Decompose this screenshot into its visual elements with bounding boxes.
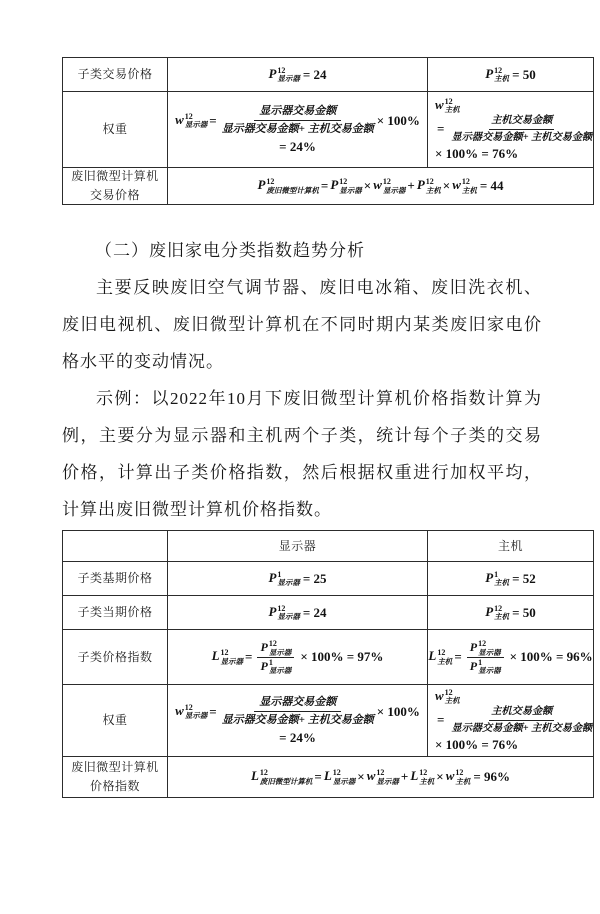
fraction-denominator: 显示器交易金额+ 主机交易金额: [451, 722, 593, 734]
var-letter: L: [250, 768, 259, 784]
var-subscript: 主机: [494, 612, 510, 622]
var-superscript: 12: [425, 177, 434, 187]
math-var-P12-computer: [257, 177, 318, 194]
var-superscript: 1: [277, 569, 282, 579]
current-price-row-label: 子类当期价格: [63, 596, 168, 630]
var-subscript: 显示器: [268, 666, 292, 676]
base-price-host-value: = 52: [512, 570, 536, 586]
var-letter: L: [410, 768, 419, 784]
section-heading: （二）废旧家电分类指数趋势分析: [95, 241, 365, 260]
display-weight-cell: [168, 685, 428, 757]
paragraph-overview: 主要反映废旧空气调节器、废旧电冰箱、废旧洗衣机、废旧电视机、废旧微型计算机在不同时期内某类废旧家电价格水平的变动情况。: [62, 278, 542, 371]
math-var-P1-display: [260, 657, 292, 676]
var-letter: L: [428, 648, 437, 664]
var-superscript: 12: [220, 648, 229, 658]
computer-trade-price-result: = 44: [479, 178, 504, 193]
equals-sign: =: [454, 649, 462, 664]
math-var-L12-host: [410, 768, 434, 785]
var-superscript: 12: [382, 177, 391, 187]
equals-sign: =: [314, 769, 322, 784]
var-supsub: [277, 605, 300, 621]
math-var-w12-host: [446, 768, 471, 785]
var-subscript: 主机: [444, 695, 460, 705]
fraction-numerator: 显示器交易金额: [254, 695, 341, 712]
host-weight-var-line: [435, 688, 460, 705]
var-subscript: 显示器: [184, 711, 208, 721]
fraction-denominator: [467, 658, 504, 675]
var-superscript: 1: [478, 657, 483, 667]
var-subscript: 主机: [444, 104, 460, 114]
index-fraction: [467, 639, 504, 675]
var-supsub: [277, 67, 300, 83]
var-superscript: 12: [494, 603, 503, 613]
sub-index-display-result: × 100% = 97%: [300, 649, 384, 664]
math-var-P1-display: [469, 657, 501, 676]
host-weight-fraction-line: [435, 114, 593, 145]
trade-price-display-value: = 24: [302, 66, 327, 82]
header-empty-cell: [63, 531, 168, 562]
var-letter: P: [260, 640, 268, 655]
plus-sign: +: [407, 178, 415, 193]
weight-fraction: [222, 104, 374, 137]
weight-fraction: [449, 705, 593, 736]
var-supsub: [478, 640, 501, 656]
header-host-cell: 主机: [428, 531, 593, 562]
var-supsub: [260, 769, 313, 785]
times-sign: ×: [436, 769, 444, 784]
var-superscript: 12: [444, 687, 453, 697]
var-superscript: 12: [277, 603, 286, 613]
var-superscript: 12: [184, 702, 193, 712]
var-supsub: [185, 704, 208, 720]
plus-sign: +: [400, 769, 409, 784]
weight-result: = 24%: [279, 729, 316, 745]
price-index-table: [62, 530, 594, 798]
var-subscript: 显示器: [332, 776, 356, 786]
weight-row-label: 权重: [63, 92, 168, 168]
var-subscript: 显示器: [376, 776, 399, 786]
base-price-display-value: = 25: [302, 570, 327, 586]
var-subscript: 显示器: [277, 578, 300, 588]
weight-fraction: [449, 114, 593, 145]
var-subscript: 主机: [425, 185, 441, 195]
fraction-numerator: [257, 639, 294, 657]
math-var-L12-computer: [251, 768, 312, 785]
math-var-L12-display: [324, 768, 355, 785]
var-supsub: [383, 178, 406, 194]
var-letter: P: [268, 65, 277, 81]
var-superscript: 12: [419, 768, 428, 778]
var-letter: w: [366, 768, 376, 784]
var-letter: P: [268, 603, 277, 619]
var-superscript: 12: [437, 648, 446, 658]
var-letter: w: [175, 111, 184, 127]
var-superscript: 12: [494, 65, 503, 75]
var-subscript: 显示器: [220, 656, 244, 666]
times-sign: ×: [442, 178, 451, 193]
var-subscript: 废旧微型计算机: [259, 776, 313, 786]
var-subscript: 显示器: [184, 120, 208, 130]
var-letter: P: [416, 177, 425, 193]
fraction-numerator: 显示器交易金额: [254, 104, 341, 121]
computer-index-result: = 96%: [473, 769, 511, 784]
var-supsub: [333, 769, 356, 785]
host-weight-cell: [428, 685, 593, 757]
var-letter: w: [175, 702, 184, 718]
weight-result: = 24%: [279, 138, 316, 154]
equals-sign: =: [209, 703, 217, 719]
display-sub-index-cell: [168, 630, 428, 685]
weight-row-label: 权重: [63, 685, 168, 757]
host-current-price-cell: [428, 596, 593, 630]
math-var-w12-display: [175, 703, 207, 720]
var-subscript: 显示器: [478, 647, 501, 657]
var-letter: w: [435, 96, 444, 112]
equals-sign: =: [245, 649, 253, 664]
var-subscript: 主机: [461, 185, 477, 195]
math-var-P12-display: [260, 639, 292, 657]
fraction-numerator: 主机交易金额: [489, 114, 554, 130]
equals-sign: =: [437, 712, 445, 728]
var-superscript: 12: [339, 177, 348, 187]
fraction-denominator: 显示器交易金额+ 主机交易金额: [221, 123, 374, 135]
var-superscript: 12: [259, 768, 268, 778]
var-letter: P: [485, 569, 494, 585]
math-var-P12-display: [268, 604, 299, 621]
var-letter: P: [268, 569, 277, 585]
var-supsub: [185, 113, 208, 129]
host-weight-cell: [428, 92, 593, 168]
var-supsub: [426, 178, 441, 194]
var-superscript: 12: [376, 768, 385, 778]
var-supsub: [277, 571, 300, 587]
math-var-L12-display: [212, 648, 243, 665]
math-var-w12-host: [435, 688, 460, 705]
math-var-w12-display: [373, 177, 405, 194]
sub-index-row-label: 子类价格指数: [63, 630, 168, 685]
var-letter: w: [445, 768, 455, 784]
weight-fraction: [222, 695, 374, 728]
var-supsub: [462, 178, 477, 194]
host-weight-var-line: [435, 97, 460, 114]
var-subscript: 废旧微型计算机: [266, 185, 319, 195]
index-fraction: [257, 639, 294, 675]
var-letter: P: [469, 640, 478, 655]
var-letter: L: [211, 648, 220, 664]
var-subscript: 主机: [437, 656, 453, 666]
var-supsub: [269, 640, 292, 656]
computer-index-formula-cell: [168, 757, 593, 797]
sub-index-host-result: × 100% = 96%: [509, 649, 593, 664]
times-sign: ×: [357, 769, 365, 784]
header-display-cell: 显示器: [168, 531, 428, 562]
equals-sign: =: [320, 178, 329, 193]
var-letter: P: [260, 658, 268, 673]
computer-trade-price-formula-cell: [168, 168, 593, 204]
var-supsub: [221, 649, 244, 665]
var-superscript: 12: [478, 639, 487, 649]
math-var-L12-host: [428, 648, 452, 665]
math-var-P12-display: [469, 639, 501, 657]
var-superscript: 12: [455, 768, 464, 778]
current-price-display-value: = 24: [302, 604, 327, 620]
computer-trade-price-row-label: 废旧微型计算机交易价格: [63, 168, 168, 204]
display-current-price-cell: [168, 596, 428, 630]
fraction-denominator: [257, 658, 294, 675]
trade-price-table: [62, 57, 594, 205]
base-price-row-label: 子类基期价格: [63, 562, 168, 596]
var-supsub: [339, 178, 362, 194]
math-var-w12-display: [367, 768, 399, 785]
host-weight-result: × 100% = 76%: [435, 737, 519, 753]
var-subscript: 主机: [494, 578, 510, 588]
display-base-price-cell: [168, 562, 428, 596]
var-subscript: 主机: [419, 776, 435, 786]
var-letter: L: [323, 768, 332, 784]
var-supsub: [494, 605, 509, 621]
var-letter: P: [485, 65, 494, 81]
var-subscript: 显示器: [277, 612, 300, 622]
var-letter: w: [373, 177, 382, 193]
var-superscript: 12: [184, 111, 193, 121]
var-letter: P: [330, 177, 339, 193]
host-sub-index-cell: [428, 630, 593, 685]
math-var-P1-display: [268, 570, 299, 587]
fraction-denominator: 显示器交易金额+ 主机交易金额: [451, 131, 593, 143]
times-sign: ×: [363, 178, 372, 193]
current-price-host-value: = 50: [512, 604, 536, 620]
var-superscript: 12: [266, 177, 275, 187]
var-supsub: [376, 769, 399, 785]
times-100-percent: × 100%: [376, 703, 420, 719]
trade-price-row-label: 子类交易价格: [63, 58, 168, 92]
var-letter: w: [452, 177, 461, 193]
math-var-P12-host: [417, 177, 441, 194]
equals-sign: =: [209, 112, 217, 128]
var-supsub: [419, 769, 434, 785]
var-superscript: 12: [268, 639, 277, 649]
var-subscript: 主机: [494, 74, 510, 84]
computer-index-row-label: 废旧微型计算机价格指数: [63, 757, 168, 797]
fraction-numerator: 主机交易金额: [489, 705, 554, 721]
var-superscript: 12: [332, 768, 341, 778]
var-supsub: [437, 649, 452, 665]
var-supsub: [445, 689, 460, 705]
var-superscript: 12: [277, 65, 286, 75]
display-trade-price-cell: [168, 58, 428, 92]
var-supsub: [266, 178, 319, 194]
fraction-numerator: [467, 639, 504, 657]
var-letter: w: [435, 687, 444, 703]
math-var-w12-host: [435, 97, 460, 114]
var-supsub: [455, 769, 470, 785]
host-base-price-cell: [428, 562, 593, 596]
math-var-w12-display: [175, 112, 207, 129]
math-var-P12-display: [330, 177, 361, 194]
var-letter: P: [485, 603, 494, 619]
var-supsub: [494, 67, 509, 83]
var-subscript: 显示器: [339, 185, 362, 195]
var-supsub: [445, 98, 460, 114]
math-var-P1-host: [485, 570, 509, 587]
host-trade-price-cell: [428, 58, 593, 92]
var-superscript: 1: [494, 569, 499, 579]
display-weight-cell: [168, 92, 428, 168]
var-supsub: [478, 659, 501, 675]
host-weight-fraction-line: [435, 705, 593, 736]
fraction-denominator: 显示器交易金额+ 主机交易金额: [221, 714, 374, 726]
times-100-percent: × 100%: [376, 112, 420, 128]
weight-formula-line: [175, 104, 420, 137]
var-subscript: 主机: [455, 776, 471, 786]
paragraph-example: 示例：以2022年10月下废旧微型计算机价格指数计算为例，主要分为显示器和主机两个子类，统计每个子类的交易价格，计算出子类价格指数，然后根据权重进行加权平均，计算出废旧微型计算机价格指数。: [62, 389, 542, 519]
var-letter: P: [469, 658, 478, 673]
var-subscript: 显示器: [382, 185, 406, 195]
trade-price-host-value: = 50: [512, 66, 536, 82]
var-superscript: 12: [444, 96, 453, 106]
var-superscript: 1: [268, 657, 273, 667]
var-supsub: [269, 659, 292, 675]
weight-formula-line: [175, 695, 420, 728]
var-superscript: 12: [461, 177, 470, 187]
host-weight-result: × 100% = 76%: [435, 146, 519, 162]
var-subscript: 显示器: [478, 666, 501, 676]
var-supsub: [494, 571, 509, 587]
math-var-P12-host: [485, 66, 509, 83]
equals-sign: =: [437, 121, 445, 137]
var-subscript: 显示器: [268, 647, 292, 657]
math-var-P12-host: [485, 604, 509, 621]
math-var-w12-host: [452, 177, 477, 194]
var-subscript: 显示器: [277, 74, 300, 84]
math-var-P12-display: [268, 66, 299, 83]
var-letter: P: [257, 177, 266, 193]
